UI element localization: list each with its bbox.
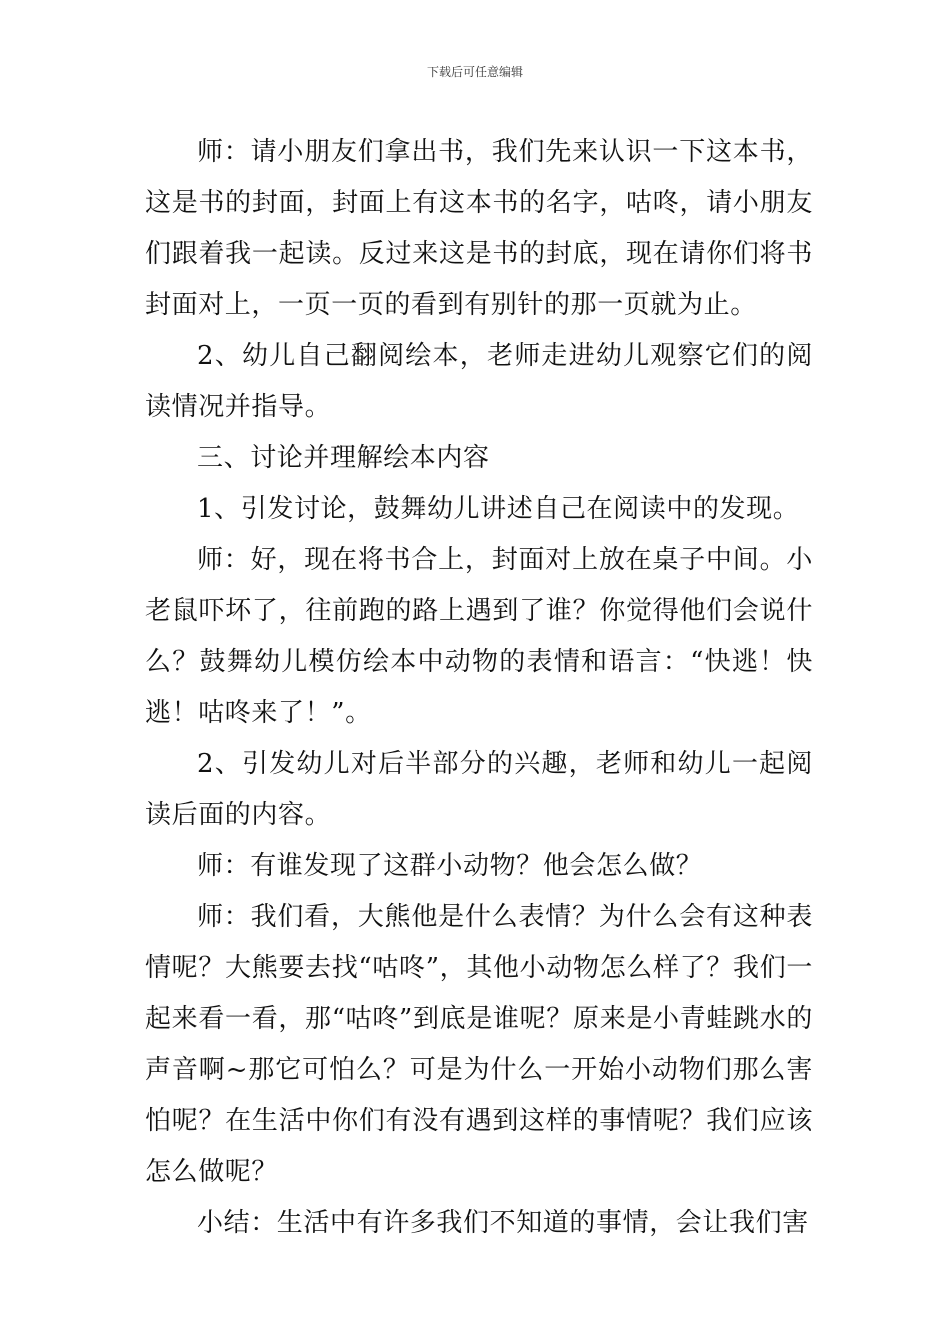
paragraph-teacher-question: 师：有谁发现了这群小动物？他会怎么做？ bbox=[197, 851, 703, 881]
paragraph-step-2-second-half: 2、引发幼儿对后半部分的兴趣，老师和幼儿一起阅读后面的内容。 bbox=[145, 749, 813, 830]
paragraph-summary: 小结：生活中有许多我们不知道的事情，会让我们害 bbox=[197, 1208, 809, 1238]
paragraph-step-1-discussion: 1、引发讨论，鼓舞幼儿讲述自己在阅读中的发现。 bbox=[197, 494, 800, 524]
document-body bbox=[145, 127, 813, 1249]
page-header-note: 下载后可任意编辑 bbox=[426, 65, 523, 79]
paragraph-step-2-reading: 2、幼儿自己翻阅绘本，老师走进幼儿观察它们的阅读情况并指导。 bbox=[145, 341, 813, 422]
paragraph-teacher-bear: 师：我们看，大熊他是什么表情？为什么会有这种表情呢？大熊要去找“咕咚”，其他小动物怎么样了？我们一起来看一看，那“咕咚”到底是谁呢？原来是小青蛙跳水的声音啊~那它可怕么？可是为什么一开始小动物们那么害怕呢？在生活中你们有没有遇到这样的事情呢？我们应该怎么做呢？ bbox=[145, 902, 813, 1187]
section-heading-3: 三、讨论并理解绘本内容 bbox=[197, 443, 490, 473]
paragraph-teacher-close-book: 师：好，现在将书合上，封面对上放在桌子中间。小老鼠吓坏了，往前跑的路上遇到了谁？你觉得他们会说什么？鼓舞幼儿模仿绘本中动物的表情和语言：“快逃！快逃！咕咚来了！”。 bbox=[145, 545, 813, 728]
paragraph-teacher-intro-book: 师：请小朋友们拿出书，我们先来认识一下这本书，这是书的封面，封面上有这本书的名字，咕咚，请小朋友们跟着我一起读。反过来这是书的封底，现在请你们将书封面对上，一页一页的看到有别针的那一页就为止。 bbox=[145, 137, 813, 320]
